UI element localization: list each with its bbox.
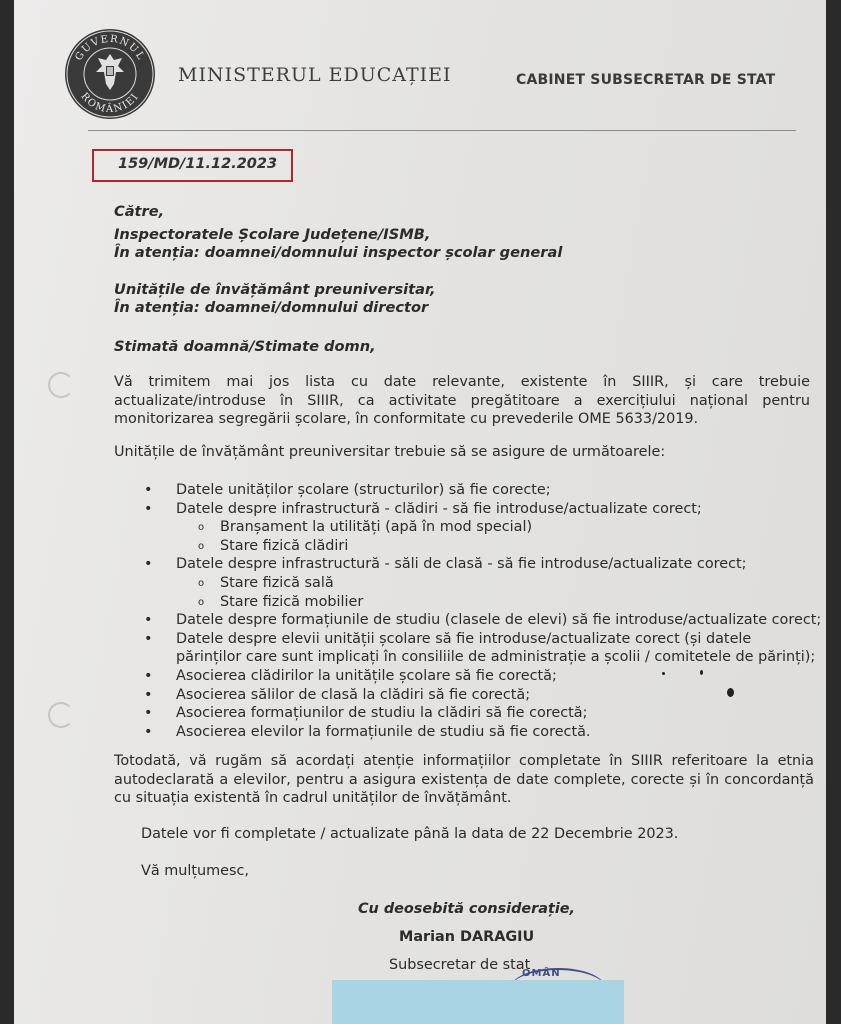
punch-hole-icon xyxy=(48,372,74,398)
deadline-text: Datele vor fi completate / actualizate până la data de 22 Decembrie 2023. xyxy=(141,826,679,842)
addressee-to: Către, xyxy=(114,203,165,220)
addressee-line-2: În atenția: doamnei/domnului inspector școlar general xyxy=(114,244,563,261)
sub-list-item: o Stare fizică mobilier xyxy=(176,593,821,612)
registration-number: 159/MD/11.12.2023 xyxy=(118,156,278,172)
sub-list-item: o Stare fizică clădiri xyxy=(176,537,821,556)
punch-hole-icon xyxy=(48,702,74,728)
addressee-line-1: Inspectoratele Școlare Județene/ISMB, xyxy=(114,226,431,243)
list-intro: Unitățile de învățământ preuniversitar trebuie să se asigure de următoarele: xyxy=(114,444,666,460)
addressee-line-3: Unitățile de învățământ preuniversitar, xyxy=(114,281,436,298)
paragraph-2: Totodată, vă rugăm să acordați atenție informațiilor completate în SIIIR referitoare la etnia autodeclarată a elevilor, pentru a asigura existența de date complete, corecte și în concordanță cu situația existentă în cadrul unităților de învățământ. xyxy=(114,753,814,807)
ministry-name: MINISTERUL EDUCAȚIEI xyxy=(178,64,452,86)
list-item: • Asocierea sălilor de clasă la clădiri să fie corectă; xyxy=(140,686,821,705)
ink-speck xyxy=(727,688,734,697)
stamp-partial-text: OMÂN xyxy=(522,968,561,979)
list-item: • Datele despre elevii unității școlare să fie introduse/actualizate corect (și datele părinților care sunt implicați în consiliile de administrație a școlii / comitetele de părinți); xyxy=(140,630,821,667)
sub-list-item: o Branșament la utilități (apă în mod special) xyxy=(176,518,821,537)
list-item: • Datele despre infrastructură - clădiri - să fie introduse/actualizate corect; o Branșament la utilități (apă în mod special) o Stare fizică clădiri xyxy=(140,500,821,556)
government-seal-icon xyxy=(64,28,156,120)
list-item: • Asocierea formațiunilor de studiu la clădiri să fie corectă; xyxy=(140,704,821,723)
list-item: • Datele despre infrastructură - săli de clasă - să fie introduse/actualizate corect; o Stare fizică sală o Stare fizică mobilier xyxy=(140,555,821,611)
signatory-role: Subsecretar de stat xyxy=(389,957,531,973)
list-item: • Datele despre formațiunile de studiu (clasele de elevi) să fie introduse/actualizate corect; xyxy=(140,611,821,630)
requirements-list xyxy=(140,481,821,741)
cabinet-title: CABINET SUBSECRETAR DE STAT xyxy=(516,72,776,88)
signatory-name: Marian DARAGIU xyxy=(399,929,535,945)
blue-sticky-note xyxy=(332,980,624,1024)
closing-text: Cu deosebită considerație, xyxy=(358,901,575,917)
document-page xyxy=(14,0,826,1024)
list-item: • Datele unităților școlare (structurilor) să fie corecte; xyxy=(140,481,821,500)
addressee-line-4: În atenția: doamnei/domnului director xyxy=(114,299,429,316)
seal-text-top: GUVERNUL xyxy=(73,33,147,63)
salutation: Stimată doamnă/Stimate domn, xyxy=(114,338,376,355)
list-item: • Asocierea clădirilor la unitățile școlare să fie corectă; xyxy=(140,667,821,686)
thanks-text: Vă mulțumesc, xyxy=(141,863,249,879)
seal-text-bottom: ROMÂNIEI xyxy=(78,90,142,116)
paragraph-1: Vă trimitem mai jos lista cu date relevante, existente în SIIIR, și care trebuie actualizate/introduse în SIIIR, ca activitate pregătitoare a exercițiului național pentru monitorizarea segregării școlare, în conformitate cu prevederile OME 5633/2019. xyxy=(114,374,810,428)
ink-speck xyxy=(700,670,703,675)
sub-list-item: o Stare fizică sală xyxy=(176,574,821,593)
header-divider xyxy=(88,130,796,131)
list-item: • Asocierea elevilor la formațiunile de studiu să fie corectă. xyxy=(140,723,821,742)
ink-speck xyxy=(662,672,665,675)
